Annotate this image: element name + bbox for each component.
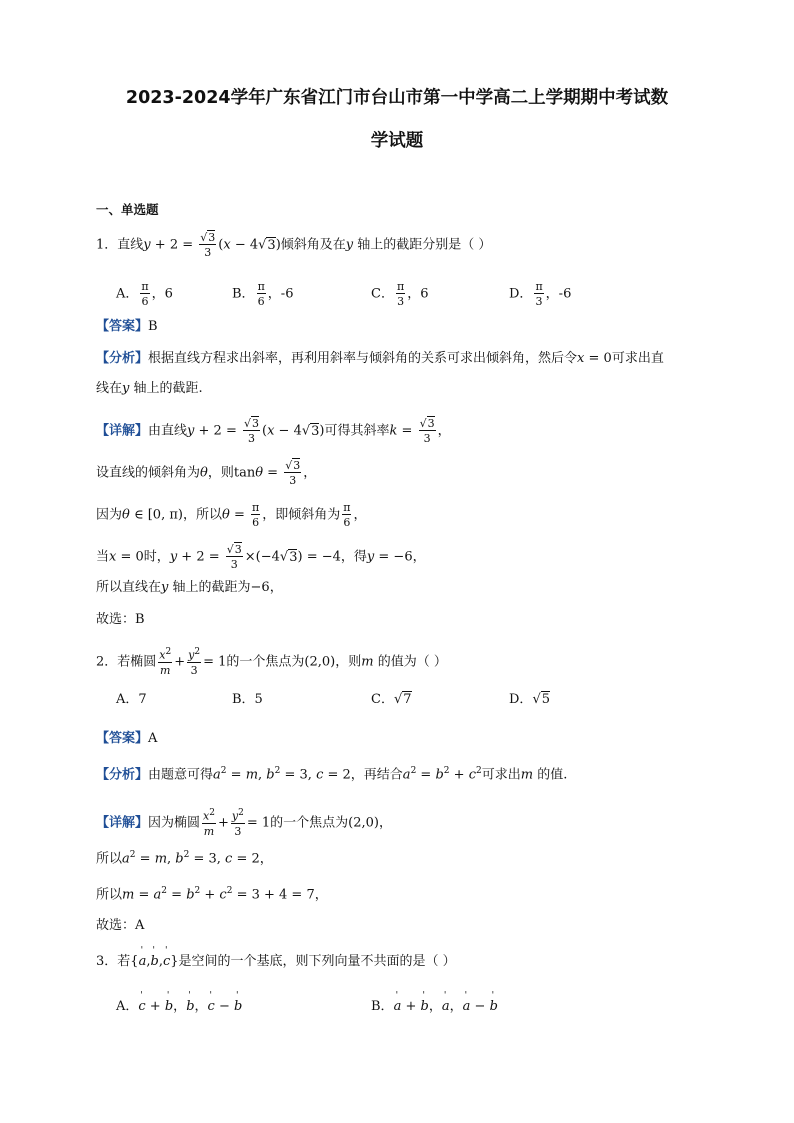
q3-option-a[interactable]: A．' c + ' b，' b，' c − ' b bbox=[116, 1000, 242, 1013]
fraction: $\frac{√3}{3}$ bbox=[285, 459, 301, 487]
fraction: $\frac{\pi}{6}$ bbox=[141, 280, 149, 308]
detail-text: ， bbox=[437, 423, 451, 439]
fraction: $\frac{\pi}{6}$ bbox=[343, 501, 351, 529]
q1-choose: 故选：B bbox=[96, 612, 145, 627]
q3-stem: 3．若{' a,' b,' c}是空间的一个基底，则下列向量不共面的是（ ） bbox=[96, 955, 456, 968]
q1-option-a[interactable] bbox=[116, 281, 173, 307]
detail-text: ， bbox=[303, 465, 317, 481]
option-value: ，-6 bbox=[545, 286, 572, 302]
detail-text: ， bbox=[353, 507, 367, 523]
q3-pre: 若 bbox=[117, 954, 131, 969]
option-label: C． bbox=[371, 286, 394, 302]
fraction: $\frac{√3}{3}$ bbox=[243, 417, 259, 445]
analysis-text: ，再结合 bbox=[350, 767, 403, 783]
q1-stem: 1．直线y + 2 = $\frac{√3}{3}$ (x − 4√3)倾斜角及在y 轴上的截距分别是（ ） bbox=[96, 231, 492, 259]
answer-value: A bbox=[148, 731, 158, 746]
section-heading: 一、单选题 bbox=[96, 202, 159, 217]
fraction: $\frac{x^2}{m}$ bbox=[159, 647, 172, 677]
answer-tag: 【答案】 bbox=[96, 731, 149, 746]
option-label: D． bbox=[509, 692, 533, 707]
detail-text: 时， bbox=[143, 549, 170, 565]
q2-detail-line1: 【详解】因为椭圆 $\frac{x^2}{m}$ + $\frac{y^2}{3}$ = 1的一个焦点为(2,0)， bbox=[96, 808, 392, 838]
fraction: $\frac{\pi}{3}$ bbox=[535, 280, 543, 308]
q1-option-c[interactable] bbox=[371, 281, 428, 307]
answer-tag: 【答案】 bbox=[96, 319, 149, 334]
q2-detail-line2: 所以$a^2 = m$, $b^2 = 3$, c = 2， bbox=[96, 850, 273, 867]
q2-stem: 2．若椭圆 $\frac{x^2}{m}$ + $\frac{y^2}{3}$ = 1的一个焦点为(2,0)，则m 的值为（ ） bbox=[96, 647, 447, 677]
detail-text: ，则 bbox=[207, 465, 234, 481]
fraction: $\frac{\pi}{6}$ bbox=[257, 280, 265, 308]
q1-detail-line3: 因为θ ∈ [0, π)，所以θ = $\frac{\pi}{6}$ ，即倾斜角为 $\frac{\pi}{6}$ ， bbox=[96, 501, 367, 529]
option-label: C． bbox=[371, 692, 394, 707]
detail-text: 所以 bbox=[96, 887, 123, 903]
analysis-tag: 【分析】 bbox=[96, 351, 149, 366]
detail-text: 因为椭圆 bbox=[148, 815, 201, 831]
analysis-text: 线在 bbox=[96, 381, 123, 396]
analysis-tag: 【分析】 bbox=[96, 767, 149, 783]
option-label: D． bbox=[509, 286, 533, 302]
detail-tag: 【详解】 bbox=[96, 815, 149, 831]
option-label: B． bbox=[232, 286, 255, 302]
detail-text: 设直线的倾斜角为 bbox=[96, 465, 201, 481]
q2-pre: 若椭圆 bbox=[117, 654, 157, 670]
answer-value: B bbox=[148, 319, 158, 334]
option-label: B． bbox=[371, 999, 394, 1014]
option-label: A． bbox=[116, 999, 139, 1014]
q3-number: 3． bbox=[96, 954, 118, 969]
fraction: $\frac{√3}{3}$ bbox=[200, 231, 216, 259]
q1-option-b[interactable] bbox=[232, 281, 293, 307]
analysis-text: 可求出直 bbox=[611, 351, 664, 366]
analysis-text: 轴上的截距. bbox=[133, 381, 203, 396]
doc-title-line2: 学试题 bbox=[370, 131, 424, 151]
q2-analysis: 【分析】由题意可得$a^2 = m$, $b^2 = 3$, c = 2，再结合$a^2 = b^2 + c^2$可求出m 的值. bbox=[96, 766, 568, 783]
option-value: ，-6 bbox=[267, 286, 294, 302]
analysis-text: 由题意可得 bbox=[148, 767, 214, 783]
detail-text: 所以 bbox=[96, 851, 123, 867]
detail-text: ，所以 bbox=[182, 507, 222, 523]
analysis-text: 根据直线方程求出斜率，再利用斜率与倾斜角的关系可求出倾斜角，然后令 bbox=[148, 351, 578, 366]
analysis-text: 的值. bbox=[537, 767, 568, 783]
fraction: $\frac{x^2}{m}$ bbox=[203, 808, 215, 838]
fraction: $\frac{√3}{3}$ bbox=[419, 417, 435, 445]
fraction: $\frac{y^2}{3}$ bbox=[188, 647, 201, 677]
detail-text: ，即倾斜角为 bbox=[262, 507, 341, 523]
fraction: $\frac{y^2}{3}$ bbox=[231, 808, 244, 838]
q2-post3: 的值为（ ） bbox=[377, 654, 447, 670]
q1-post2: 轴上的截距分别是（ ） bbox=[357, 237, 492, 253]
detail-text: ， bbox=[378, 815, 392, 831]
q1-detail-line5: 所以直线在y 轴上的截距为−6， bbox=[96, 580, 283, 595]
q2-detail-line3: 所以$m = a^2 = b^2 + c^2 = 3 + 4 = 7$， bbox=[96, 886, 328, 903]
q1-post: 倾斜角及在 bbox=[280, 237, 346, 253]
q1-answer bbox=[96, 320, 158, 333]
q2-post: 的一个焦点为 bbox=[226, 654, 305, 670]
detail-tag: 【详解】 bbox=[96, 423, 149, 439]
option-value: ，6 bbox=[151, 286, 173, 302]
detail-text: 由直线 bbox=[148, 423, 188, 439]
option-value: ，6 bbox=[407, 286, 429, 302]
q2-choose: 故选：A bbox=[96, 918, 145, 933]
detail-text: ， bbox=[412, 549, 426, 565]
doc-title-line1: 2023-2024学年广东省江门市台山市第一中学高二上学期期中考试数 bbox=[125, 88, 669, 108]
q1-detail-line1: 【详解】由直线y + 2 = $\frac{√3}{3}$ (x − 4√3)可得其斜率k = $\frac{√3}{3}$ ， bbox=[96, 417, 451, 445]
detail-text: 可得其斜率 bbox=[324, 423, 390, 439]
detail-text: ， bbox=[269, 580, 283, 595]
q1-detail-line4: 当x = 0时，y + 2 = $\frac{√3}{3}$ ×(−4√3) = −4，得y = −6， bbox=[96, 543, 426, 571]
q2-option-b[interactable]: B．5 bbox=[232, 692, 263, 707]
q2-number: 2． bbox=[96, 654, 118, 670]
detail-text: 因为 bbox=[96, 507, 123, 523]
detail-text: ， bbox=[314, 887, 328, 903]
fraction: $\frac{\pi}{3}$ bbox=[396, 280, 405, 308]
q2-post2: ，则 bbox=[335, 654, 362, 670]
option-label: A． bbox=[116, 286, 139, 302]
detail-text: 当 bbox=[96, 549, 110, 565]
q2-option-d[interactable]: D．√5 bbox=[509, 692, 551, 707]
detail-text: ，得 bbox=[340, 549, 367, 565]
q2-option-c[interactable]: C．√7 bbox=[371, 692, 412, 707]
fraction: $\frac{\pi}{6}$ bbox=[251, 501, 260, 529]
q1-option-d[interactable] bbox=[509, 281, 571, 307]
detail-text: 轴上的截距为 bbox=[172, 580, 251, 595]
fraction: $\frac{√3}{3}$ bbox=[226, 543, 242, 571]
q1-pre: 直线 bbox=[117, 237, 144, 253]
q3-option-b[interactable]: B．' a + ' b，' a，' a − ' b bbox=[371, 1000, 498, 1013]
detail-text: ， bbox=[259, 851, 273, 867]
q2-option-a[interactable]: A．7 bbox=[116, 692, 147, 707]
q1-analysis-line2: 线在y 轴上的截距. bbox=[96, 381, 203, 396]
analysis-text: 可求出 bbox=[481, 767, 521, 783]
detail-text: 的一个焦点为 bbox=[270, 815, 349, 831]
q3-post: 是空间的一个基底，则下列向量不共面的是（ ） bbox=[178, 954, 456, 969]
detail-text: 所以直线在 bbox=[96, 580, 162, 595]
q1-analysis-line1: 【分析】根据直线方程求出斜率，再利用斜率与倾斜角的关系可求出倾斜角，然后令x = 0可求出直 bbox=[96, 351, 664, 366]
q1-detail-line2: 设直线的倾斜角为θ，则tanθ = $\frac{√3}{3}$ ， bbox=[96, 459, 317, 487]
q2-answer bbox=[96, 732, 157, 745]
q1-number: 1． bbox=[96, 237, 118, 253]
